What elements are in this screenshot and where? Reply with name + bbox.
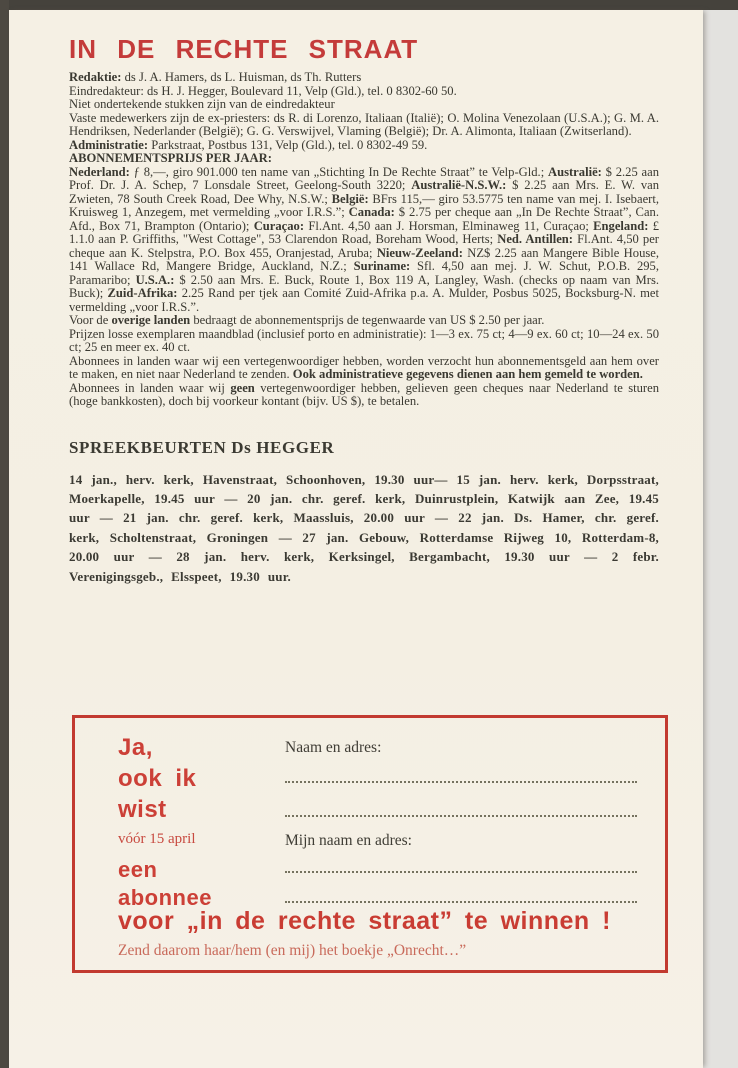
speaking-heading: SPREEKBEURTEN Ds HEGGER (69, 437, 335, 457)
coupon-slogan-bottom: voor „in de rechte straat” te winnen ! (118, 907, 611, 935)
medewerkers-paragraph: Vaste medewerkers zijn de ex-priesters: ds R. di Lorenzo, Italiaan (Italië); O. Molina Venezolaan (U.S.A.); G. M. A. Hendriksen, Nederlander (België); G. G. Verswijvel, Vlaming (België); Dr. A. Alimonta, Italiaan (Zwitserland). (69, 110, 659, 138)
losse-exemplaren-paragraph: Prijzen losse exemplaren maandblad (inclusief porto en administratie): 1—3 ex. 75 ct; 4—9 ex. 60 ct; 10—24 ex. 50 ct; 25 en meer ex. 40 ct. (69, 326, 659, 354)
speaking-schedule: 14 jan., herv. kerk, Havenstraat, Schoonhoven, 19.30 uur— 15 jan. herv. kerk, Dorpsstraat, Moerkapelle, 19.45 uur — 20 jan. chr. geref. kerk, Duinrustplein, Katwijk aan Zee, 19.45 uur — 21 jan. chr. geref. kerk, Maassluis, 20.00 uur — 22 jan. Ds. Hamer, chr. geref. kerk, Scholtenstraat, Groningen — 27 jan. Gebouw, Rotterdamse Rijweg 10, Rotterdam-8, 20.00 uur — 28 jan. herv. kerk, Kerksingel, Bergambacht, 19.30 uur — 2 febr. Verenigingsgeb., Elsspeet, 19.30 uur. (69, 471, 659, 584)
abonnementsprijs-heading: ABONNEMENTSPRIJS PER JAAR: (69, 151, 272, 165)
page-title: IN DE RECHTE STRAAT (69, 34, 419, 64)
vertegenwoordiger-paragraph: Abonnees in landen waar wij een vertegenwoordiger hebben, worden verzocht hun abonnementsgeld aan hem over te maken, en niet naar Nederland te zenden. Ook administratieve gegevens dienen aan hem gemeld te worden. (69, 353, 659, 381)
slogan-line: wist (118, 796, 167, 823)
coupon-slogan-mid (118, 856, 212, 912)
overige-landen-paragraph: Voor de overige landen bedraagt de abonnementsprijs de tegenwaarde van US $ 2.50 per jaar. (69, 313, 545, 327)
niet-ondertekend-line: Niet ondertekende stukken zijn van de eindredakteur (69, 97, 335, 111)
scan-edge-top (0, 0, 738, 10)
coupon-footer-text: Zend daarom haar/hem (en mij) het boekje „Onrecht…” (118, 942, 467, 959)
my-name-address-fill-line (285, 871, 637, 873)
eindredakteur-line: Eindredakteur: ds H. J. Hegger, Boulevard 11, Velp (Gld.), tel. 0 8302-60 50. (69, 83, 457, 98)
deadline-text: vóór 15 april (118, 831, 196, 847)
scan-edge-left (0, 0, 9, 1068)
redaktie-line: Redaktie: ds J. A. Hamers, ds L. Huisman, ds Th. Rutters (69, 70, 362, 84)
tarieven-paragraph: Nederland: ƒ 8,—, giro 901.000 ten name van „Stichting In De Rechte Straat” te Velp-Gld.; Australië: $ 2.25 aan Prof. Dr. J. A. Schep, 7 Lonsdale Street, Geelong-South 3220; Australië-N.S.W.: $ 2.25 aan Mrs. E. W. van Zwieten, 78 South Creek Road, Dee Why, N.S.W.; België: BFrs 115,— giro 53.5775 ten name van mej. I. Isebaert, Kruisweg 1, Anzegem, met vermelding „voor I.R.S.”; Canada: $ 2.75 per cheque aan „In De Rechte Straat”, Can. Afd., Box 71, Brampton (Ontario); Curaçao: Fl.Ant. 4,50 aan J. Horsman, Elminaweg 11, Curaçao; Engeland: £ 1.1.0 aan P. Griffiths, "West Cottage", 53 Clarendon Road, Boreham Wood, Herts; Ned. Antillen: Fl.Ant. 4,50 per cheque aan K. Stelpstra, P.O. Box 455, Oranjestad, Aruba; Nieuw-Zeeland: NZ$ 2.25 aan Mangere Bible House, 141 Wallace Rd, Mangere Bridge, Auckland, N.Z.; Suriname: Sfl. 4,50 aan mej. J. W. Schut, P.O.B. 295, Paramaribo; U.S.A.: $ 2.50 aan Mrs. E. Buck, Route 1, Box 119 A, Langley, Wash. (checks op naam van Mrs. Buck); Zuid-Afrika: 2.25 Rand per tjek aan Comité Zuid-Afrika p.a. A. Mulder, Posbus 5025, Bocksburg-N. met vermelding „voor I.R.S.”. (69, 164, 660, 314)
slogan-line: ook ik (118, 765, 197, 792)
slogan-line: een (118, 857, 158, 882)
name-address-fill-line (285, 815, 637, 817)
administratie-line: Administratie: Parkstraat, Postbus 131, Velp (Gld.), tel. 0 8302-49 59. (69, 137, 428, 152)
magazine-page (9, 10, 703, 1068)
my-name-address-label: Mijn naam en adres: (285, 832, 412, 849)
name-address-fill-line (285, 781, 637, 783)
subscription-coupon (72, 715, 668, 973)
slogan-line: abonnee (118, 885, 212, 910)
slogan-line: Ja, (118, 734, 153, 761)
coupon-slogan-top (118, 732, 196, 825)
my-name-address-fill-line (285, 901, 637, 903)
masthead-info (69, 71, 659, 409)
geen-vertegenwoordiger-paragraph: Abonnees in landen waar wij geen vertegenwoordiger hebben, gelieven geen cheques naar Nederland te sturen (hoge bankkosten), doch bij voorkeur kontant (bijv. US $), te betalen. (69, 380, 660, 408)
name-address-label: Naam en adres: (285, 739, 382, 756)
